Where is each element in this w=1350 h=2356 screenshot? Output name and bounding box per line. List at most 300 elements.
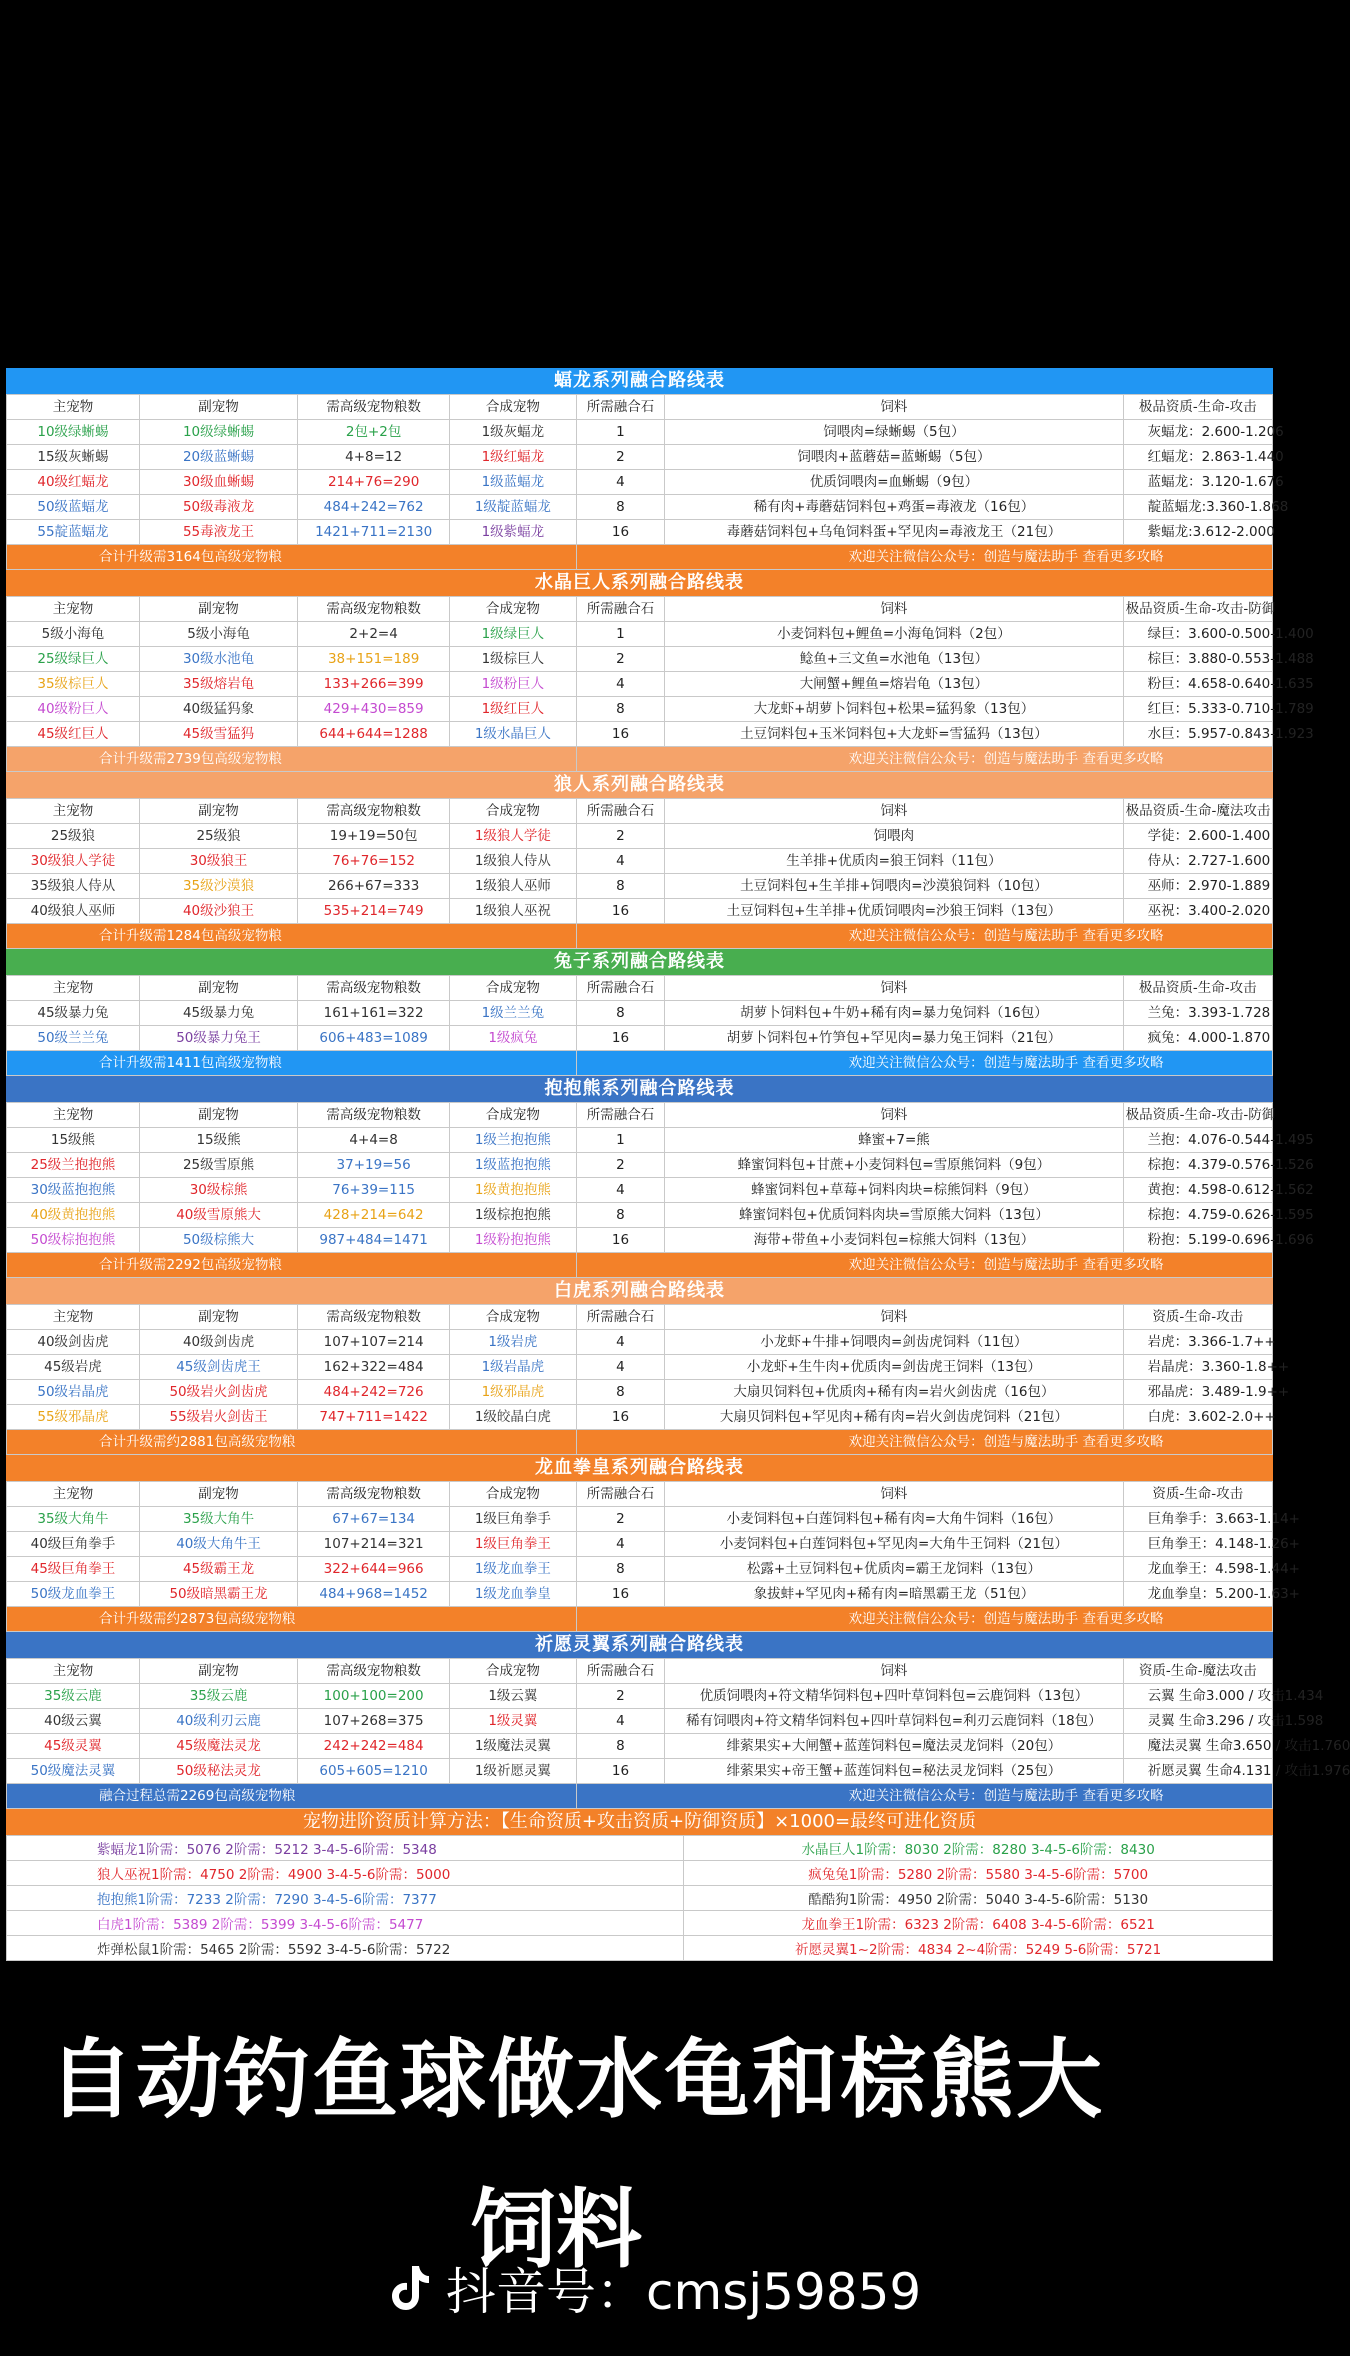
table-cell: 35级云鹿 [139,1684,297,1709]
table-cell: 靛蓝蝠龙:3.360-1.868 [1123,495,1272,520]
summary-row [7,545,1273,570]
table-cell: 1级岩虎 [450,1330,577,1355]
tiktok-watermark [390,2252,921,2324]
column-header: 需高级宠物粮数 [298,976,450,1001]
section-title: 抱抱熊系列融合路线表 [6,1076,1273,1102]
table-header-row [7,1482,1273,1507]
table-cell: 灰蝠龙：2.600-1.206 [1123,420,1272,445]
total-grain-summary: 合计升级需1284包高级宠物粮 [7,924,577,949]
table-cell: 266+67=333 [298,874,450,899]
summary-row [7,1607,1273,1632]
table-cell: 35级大角牛 [7,1507,140,1532]
table-row [7,1178,1273,1203]
table-cell: 1级狼人侍从 [450,849,577,874]
table-cell: 50级龙血拳王 [7,1582,140,1607]
follow-notice: 欢迎关注微信公众号：创造与魔法助手 查看更多攻略 [576,545,1272,570]
section-title: 水晶巨人系列融合路线表 [6,570,1273,596]
table-cell: 107+268=375 [298,1709,450,1734]
table-row [7,622,1273,647]
table-cell: 4 [576,1330,665,1355]
column-header: 所需融合石 [576,1482,665,1507]
section-title: 蝠龙系列融合路线表 [6,368,1273,394]
fusion-section [6,1076,1314,1278]
table-header-row [7,395,1273,420]
table-row [7,1557,1273,1582]
fusion-section [6,1632,1350,1809]
table-cell: 学徒：2.600-1.400 [1123,824,1272,849]
table-cell: 2 [576,1684,665,1709]
table-cell: 饲喂肉 [665,824,1123,849]
table-row [7,1203,1273,1228]
table-cell: 巫师：2.970-1.889 [1123,874,1272,899]
table-cell: 棕抱：4.759-0.626-1.595 [1123,1203,1272,1228]
table-row [7,1709,1273,1734]
follow-notice: 欢迎关注微信公众号：创造与魔法助手 查看更多攻略 [576,747,1272,772]
table-cell: 8 [576,1734,665,1759]
table-cell: 8 [576,1203,665,1228]
fusion-section [6,949,1273,1076]
table-cell: 40级利刃云鹿 [139,1709,297,1734]
table-cell: 67+67=134 [298,1507,450,1532]
table-cell: 岩晶虎：3.360-1.8++ [1123,1355,1272,1380]
total-grain-summary: 合计升级需约2881包高级宠物粮 [7,1430,577,1455]
table-cell: 5级小海龟 [139,622,297,647]
table-row [7,1507,1273,1532]
evolution-requirements-table [6,1835,1273,1961]
table-cell: 小麦饲料包+白莲饲料包+稀有肉=大角牛饲料（16包） [665,1507,1123,1532]
table-cell: 红巨：5.333-0.710-1.789 [1123,697,1272,722]
column-header: 主宠物 [7,799,140,824]
table-cell: 胡萝卜饲料包+竹笋包+罕见肉=暴力兔王饲料（21包） [665,1026,1123,1051]
table-row [7,445,1273,470]
table-cell: 红蝠龙：2.863-1.440 [1123,445,1272,470]
table-cell: 162+322=484 [298,1355,450,1380]
table-cell: 4+4=8 [298,1128,450,1153]
column-header: 需高级宠物粮数 [298,1659,450,1684]
column-header: 所需融合石 [576,1103,665,1128]
table-cell: 605+605=1210 [298,1759,450,1784]
table-row [7,849,1273,874]
table-cell: 35级狼人侍从 [7,874,140,899]
table-cell: 40级巨角拳手 [7,1532,140,1557]
column-header: 合成宠物 [450,976,577,1001]
follow-notice: 欢迎关注微信公众号：创造与魔法助手 查看更多攻略 [576,1430,1272,1455]
table-cell: 1级狼人巫师 [450,874,577,899]
table-cell: 15级灰蜥蜴 [7,445,140,470]
table-cell: 1级兰抱抱熊 [450,1128,577,1153]
table-cell: 30级水池龟 [139,647,297,672]
formula-title: 宠物进阶资质计算方法：【生命资质+攻击资质+防御资质】×1000=最终可进化资质 [6,1809,1273,1835]
fusion-table [6,1102,1314,1278]
table-cell: 大扇贝饲料包+优质肉+稀有肉=岩火剑齿虎（16包） [665,1380,1123,1405]
table-cell: 小麦饲料包+白莲饲料包+罕见肉=大角牛王饲料（21包） [665,1532,1123,1557]
column-header: 主宠物 [7,1659,140,1684]
table-cell: 稀有饲喂肉+符文精华饲料包+四叶草饲料包=利刃云鹿饲料（18包） [665,1709,1123,1734]
table-row [7,874,1273,899]
table-cell: 35级大角牛 [139,1507,297,1532]
table-cell: 50级魔法灵翼 [7,1759,140,1784]
table-row [7,647,1273,672]
table-cell: 1级龙血拳王 [450,1557,577,1582]
table-cell: 8 [576,495,665,520]
table-cell: 16 [576,1759,665,1784]
column-header: 所需融合石 [576,799,665,824]
fusion-table [6,394,1289,570]
total-grain-summary: 合计升级需3164包高级宠物粮 [7,545,577,570]
column-header: 副宠物 [139,1482,297,1507]
table-cell: 8 [576,1380,665,1405]
table-cell: 1级红巨人 [450,697,577,722]
table-cell: 绯萦果实+帝王蟹+蓝莲饲料包=秘法灵龙饲料（25包） [665,1759,1123,1784]
table-cell: 1级岩晶虎 [450,1355,577,1380]
table-cell: 50级毒液龙 [139,495,297,520]
table-row [7,1355,1273,1380]
table-cell: 1级灵翼 [450,1709,577,1734]
table-cell: 龙血拳王：4.598-1.44+ [1123,1557,1272,1582]
table-cell: 16 [576,1582,665,1607]
column-header: 所需融合石 [576,1305,665,1330]
table-cell: 428+214=642 [298,1203,450,1228]
evolution-row [7,1886,1273,1911]
table-cell: 161+161=322 [298,1001,450,1026]
table-cell: 5级小海龟 [7,622,140,647]
table-cell: 16 [576,520,665,545]
table-cell: 107+214=321 [298,1532,450,1557]
column-header: 饲料 [665,597,1123,622]
table-cell: 绯萦果实+大闸蟹+蓝莲饲料包=魔法灵龙饲料（20包） [665,1734,1123,1759]
column-header: 合成宠物 [450,395,577,420]
column-header: 主宠物 [7,597,140,622]
table-cell: 4 [576,1532,665,1557]
table-cell: 50级岩晶虎 [7,1380,140,1405]
column-header: 极品资质-生命-攻击-防御 [1123,1103,1272,1128]
section-title: 狼人系列融合路线表 [6,772,1273,798]
table-row [7,1532,1273,1557]
table-cell: 16 [576,1405,665,1430]
column-header: 需高级宠物粮数 [298,1305,450,1330]
table-cell: 魔法灵翼 生命3.650 / 攻击1.760 [1123,1734,1272,1759]
table-cell: 小龙虾+牛排+饲喂肉=剑齿虎饲料（11包） [665,1330,1123,1355]
table-cell: 祈愿灵翼 生命4.131 / 攻击1.976 [1123,1759,1272,1784]
table-cell: 1 [576,420,665,445]
table-cell: 40级大角牛王 [139,1532,297,1557]
section-title: 龙血拳皇系列融合路线表 [6,1455,1273,1481]
summary-row [7,1430,1273,1455]
summary-row [7,924,1273,949]
table-cell: 429+430=859 [298,697,450,722]
table-cell: 1 [576,1128,665,1153]
table-row [7,1026,1273,1051]
table-cell: 1 [576,622,665,647]
table-cell: 30级蓝抱抱熊 [7,1178,140,1203]
table-cell: 45级雪猛犸 [139,722,297,747]
table-cell: 50级秘法灵龙 [139,1759,297,1784]
column-header: 饲料 [665,1482,1123,1507]
table-cell: 象拔蚌+罕见肉+稀有肉=暗黑霸王龙（51包） [665,1582,1123,1607]
table-cell: 生羊排+优质肉=狼王饲料（11包） [665,849,1123,874]
table-row [7,1153,1273,1178]
table-cell: 35级沙漠狼 [139,874,297,899]
table-cell: 50级棕抱抱熊 [7,1228,140,1253]
section-title: 白虎系列融合路线表 [6,1278,1273,1304]
column-header: 合成宠物 [450,1305,577,1330]
table-row [7,1128,1273,1153]
evolution-row [7,1836,1273,1861]
table-header-row [7,799,1273,824]
table-cell: 40级沙狼王 [139,899,297,924]
fusion-section [6,368,1289,570]
table-cell: 紫蝠龙:3.612-2.000 [1123,520,1272,545]
fusion-table [6,798,1273,949]
evolution-requirement: 酷酷狗1阶需：4950 2阶需：5040 3-4-5-6阶需：5130 [684,1886,1273,1911]
column-header: 合成宠物 [450,1659,577,1684]
column-header: 副宠物 [139,1305,297,1330]
column-header: 所需融合石 [576,395,665,420]
table-row [7,672,1273,697]
table-cell: 50级暴力兔王 [139,1026,297,1051]
table-cell: 2 [576,1153,665,1178]
table-cell: 1级狼人学徒 [450,824,577,849]
table-cell: 黄抱：4.598-0.612-1.562 [1123,1178,1272,1203]
table-cell: 4 [576,1355,665,1380]
table-cell: 1级灰蝠龙 [450,420,577,445]
table-cell: 2包+2包 [298,420,450,445]
column-header: 所需融合石 [576,976,665,1001]
table-cell: 1级狼人巫祝 [450,899,577,924]
table-cell: 16 [576,1228,665,1253]
table-cell: 1级邪晶虎 [450,1380,577,1405]
table-cell: 4 [576,672,665,697]
column-header: 极品资质-生命-攻击 [1123,395,1272,420]
table-header-row [7,1659,1273,1684]
table-cell: 优质饲喂肉=血蜥蜴（9包） [665,470,1123,495]
evolution-row [7,1861,1273,1886]
table-cell: 50级兰兰兔 [7,1026,140,1051]
table-cell: 1级蓝抱抱熊 [450,1153,577,1178]
table-cell: 云翼 生命3.000 / 攻击1.434 [1123,1684,1272,1709]
table-cell: 1级云翼 [450,1684,577,1709]
column-header: 副宠物 [139,1659,297,1684]
table-cell: 粉巨：4.658-0.640-1.635 [1123,672,1272,697]
table-cell: 45级巨角拳王 [7,1557,140,1582]
table-cell: 2 [576,647,665,672]
table-cell: 35级棕巨人 [7,672,140,697]
table-cell: 2 [576,1507,665,1532]
total-grain-summary: 合计升级需2739包高级宠物粮 [7,747,577,772]
table-cell: 土豆饲料包+生羊排+优质饲喂肉=沙狼王饲料（13包） [665,899,1123,924]
table-cell: 484+242=726 [298,1380,450,1405]
table-cell: 45级岩虎 [7,1355,140,1380]
follow-notice: 欢迎关注微信公众号：创造与魔法助手 查看更多攻略 [576,1051,1272,1076]
table-cell: 30级血蜥蜴 [139,470,297,495]
table-cell: 45级暴力兔 [139,1001,297,1026]
table-header-row [7,1103,1273,1128]
column-header: 合成宠物 [450,1103,577,1128]
column-header: 资质-生命-魔法攻击 [1123,1659,1272,1684]
evolution-requirement: 白虎1阶需：5389 2阶需：5399 3-4-5-6阶需：5477 [7,1911,684,1936]
column-header: 需高级宠物粮数 [298,1482,450,1507]
column-header: 需高级宠物粮数 [298,1103,450,1128]
column-header: 饲料 [665,1305,1123,1330]
table-cell: 1级巨角拳手 [450,1507,577,1532]
table-cell: 55级岩火剑齿王 [139,1405,297,1430]
fusion-section [6,1455,1300,1632]
table-cell: 邪晶虎：3.489-1.9++ [1123,1380,1272,1405]
table-cell: 10级绿蜥蜴 [7,420,140,445]
table-cell: 棕抱：4.379-0.576-1.526 [1123,1153,1272,1178]
table-cell: 蜂蜜饲料包+草莓+饲料肉块=棕熊饲料（9包） [665,1178,1123,1203]
table-cell: 40级红蝠龙 [7,470,140,495]
table-cell: 100+100=200 [298,1684,450,1709]
table-cell: 15级熊 [139,1128,297,1153]
table-cell: 1级蓝蝠龙 [450,470,577,495]
table-cell: 55毒液龙王 [139,520,297,545]
column-header: 极品资质-生命-魔法攻击 [1123,799,1272,824]
table-cell: 1级粉抱抱熊 [450,1228,577,1253]
table-cell: 1级龙血拳皇 [450,1582,577,1607]
table-cell: 50级暗黑霸王龙 [139,1582,297,1607]
table-cell: 饲喂肉=绿蜥蜴（5包） [665,420,1123,445]
table-cell: 1级皎晶白虎 [450,1405,577,1430]
table-cell: 19+19=50包 [298,824,450,849]
table-cell: 55靛蓝蝠龙 [7,520,140,545]
column-header: 需高级宠物粮数 [298,799,450,824]
column-header: 主宠物 [7,976,140,1001]
table-cell: 2 [576,824,665,849]
column-header: 副宠物 [139,799,297,824]
table-row [7,1405,1273,1430]
evolution-row [7,1911,1273,1936]
column-header: 合成宠物 [450,799,577,824]
table-cell: 1级紫蝠龙 [450,520,577,545]
fusion-section [6,1278,1290,1455]
table-cell: 8 [576,1557,665,1582]
table-row [7,1582,1273,1607]
table-cell: 1级绿巨人 [450,622,577,647]
table-cell: 606+483=1089 [298,1026,450,1051]
table-cell: 40级剑齿虎 [139,1330,297,1355]
table-cell: 35级云鹿 [7,1684,140,1709]
table-cell: 50级蓝蝠龙 [7,495,140,520]
column-header: 饲料 [665,976,1123,1001]
table-cell: 644+644=1288 [298,722,450,747]
table-cell: 45级霸王龙 [139,1557,297,1582]
table-cell: 巫祝：3.400-2.020 [1123,899,1272,924]
fusion-table [6,975,1273,1076]
table-cell: 25级雪原熊 [139,1153,297,1178]
table-cell: 40级云翼 [7,1709,140,1734]
column-header: 饲料 [665,799,1123,824]
column-header: 需高级宠物粮数 [298,395,450,420]
column-header: 副宠物 [139,597,297,622]
column-header: 主宠物 [7,1305,140,1330]
table-cell: 1级红蝠龙 [450,445,577,470]
table-cell: 4+8=12 [298,445,450,470]
table-cell: 55级邪晶虎 [7,1405,140,1430]
table-cell: 松露+土豆饲料包+优质肉=霸王龙饲料（13包） [665,1557,1123,1582]
evolution-requirement: 祈愿灵翼1~2阶需：4834 2~4阶需：5249 5-6阶需：5721 [684,1936,1273,1961]
table-cell: 15级熊 [7,1128,140,1153]
table-cell: 1级黄抱抱熊 [450,1178,577,1203]
evolution-requirement: 疯兔兔1阶需：5280 2阶需：5580 3-4-5-6阶需：5700 [684,1861,1273,1886]
table-cell: 45级红巨人 [7,722,140,747]
table-cell: 岩虎：3.366-1.7++ [1123,1330,1272,1355]
fusion-table [6,1481,1300,1632]
table-cell: 兰抱：4.076-0.544-1.495 [1123,1128,1272,1153]
table-row [7,899,1273,924]
table-cell: 稀有肉+毒蘑菇饲料包+鸡蛋=毒液龙（16包） [665,495,1123,520]
table-row [7,722,1273,747]
column-header: 需高级宠物粮数 [298,597,450,622]
table-cell: 1级魔法灵翼 [450,1734,577,1759]
fusion-table [6,1304,1290,1455]
table-row [7,697,1273,722]
table-cell: 10级绿蜥蜴 [139,420,297,445]
table-cell: 35级熔岩龟 [139,672,297,697]
table-cell: 兰兔：3.393-1.728 [1123,1001,1272,1026]
table-cell: 绿巨：3.600-0.500-1.400 [1123,622,1272,647]
table-cell: 25级狼 [139,824,297,849]
table-row [7,1734,1273,1759]
column-header: 饲料 [665,1659,1123,1684]
table-cell: 1级巨角拳王 [450,1532,577,1557]
table-cell: 胡萝卜饲料包+牛奶+稀有肉=暴力兔饲料（16包） [665,1001,1123,1026]
table-cell: 蜂蜜+7=熊 [665,1128,1123,1153]
column-header: 合成宠物 [450,597,577,622]
column-header: 极品资质-生命-攻击 [1123,976,1272,1001]
caption-line-2: 饲料 [470,2180,642,2280]
column-header: 所需融合石 [576,1659,665,1684]
table-cell: 38+151=189 [298,647,450,672]
summary-row [7,1784,1273,1809]
table-cell: 2+2=4 [298,622,450,647]
table-cell: 2 [576,445,665,470]
table-cell: 1级兰兰兔 [450,1001,577,1026]
table-cell: 水巨：5.957-0.843-1.923 [1123,722,1272,747]
table-cell: 16 [576,899,665,924]
table-cell: 987+484=1471 [298,1228,450,1253]
table-row [7,1684,1273,1709]
table-cell: 4 [576,1178,665,1203]
column-header: 副宠物 [139,976,297,1001]
table-cell: 20级蓝蜥蜴 [139,445,297,470]
table-cell: 40级狼人巫师 [7,899,140,924]
table-cell: 322+644=966 [298,1557,450,1582]
table-row [7,420,1273,445]
table-cell: 8 [576,874,665,899]
table-cell: 土豆饲料包+玉米饲料包+大龙虾=雪猛犸（13包） [665,722,1123,747]
table-cell: 土豆饲料包+生羊排+饲喂肉=沙漠狼饲料（10包） [665,874,1123,899]
follow-notice: 欢迎关注微信公众号：创造与魔法助手 查看更多攻略 [576,1253,1272,1278]
column-header: 饲料 [665,1103,1123,1128]
table-cell: 535+214=749 [298,899,450,924]
table-cell: 侍从：2.727-1.600 [1123,849,1272,874]
table-row [7,520,1273,545]
section-title: 兔子系列融合路线表 [6,949,1273,975]
column-header: 主宠物 [7,1103,140,1128]
table-cell: 25级兰抱抱熊 [7,1153,140,1178]
summary-row [7,1253,1273,1278]
evolution-row [7,1936,1273,1961]
fusion-table [6,596,1314,772]
table-row [7,470,1273,495]
table-cell: 粉抱：5.199-0.696-1.696 [1123,1228,1272,1253]
fusion-section [6,772,1273,949]
table-cell: 鲶鱼+三文鱼=水池龟（13包） [665,647,1123,672]
table-cell: 242+242=484 [298,1734,450,1759]
table-row [7,495,1273,520]
table-cell: 4 [576,849,665,874]
